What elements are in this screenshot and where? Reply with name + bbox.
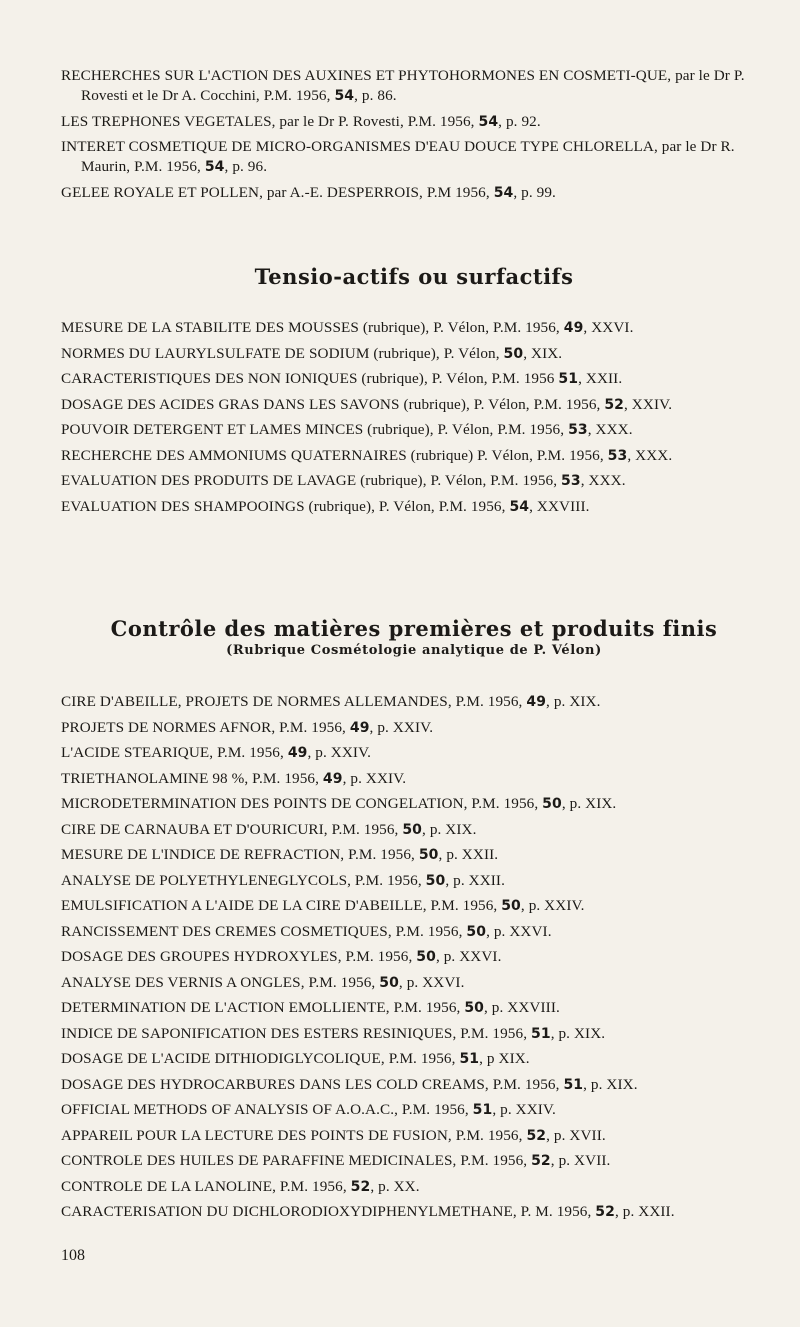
page-reference: , p. XXIV. xyxy=(369,718,434,736)
section-subtitle: (Rubrique Cosmétologie analytique de P. Vélon) xyxy=(226,643,602,658)
entry-text: CIRE DE CARNAUBA ET D'OURICURI, P.M. 1956, xyxy=(61,820,399,838)
page-reference: , XXX. xyxy=(580,472,626,489)
bibliography-entry xyxy=(61,395,767,415)
page-reference: , p. XIX. xyxy=(546,693,601,710)
page-reference: , p. XXVI. xyxy=(486,922,552,940)
bibliography-entry xyxy=(61,497,767,517)
entries-block-3 xyxy=(61,692,767,1228)
entry-text: EVALUATION DES SHAMPOOINGS (rubrique), P. Vélon, P.M. 1956, xyxy=(61,497,506,515)
page-reference: , p. XIX. xyxy=(550,1024,606,1042)
page-reference: , p. 96. xyxy=(224,158,268,175)
volume-number: 52 xyxy=(350,1178,371,1195)
bibliography-entry xyxy=(61,1075,767,1095)
volume-number: 52 xyxy=(526,1127,547,1144)
volume-number: 49 xyxy=(287,745,308,761)
volume-number: 52 xyxy=(604,396,625,413)
bibliography-entry xyxy=(61,183,767,203)
section-tensio-actifs xyxy=(61,264,767,289)
page-reference: , p. XXIV. xyxy=(307,744,372,761)
bibliography-entry xyxy=(61,344,767,364)
volume-number: 53 xyxy=(561,473,581,489)
bibliography-entry xyxy=(61,1177,767,1197)
bibliography-entry xyxy=(61,820,767,840)
volume-number: 51 xyxy=(472,1102,493,1118)
entry-text: GELEE ROYALE ET POLLEN, par A.-E. DESPERROIS, P.M 1956, xyxy=(61,183,490,201)
entry-text: CARACTERISTIQUES DES NON IONIQUES (rubrique), P. Vélon, P.M. 1956 xyxy=(61,370,555,387)
bibliography-entry xyxy=(61,1100,767,1120)
entry-text: CONTROLE DES HUILES DE PARAFFINE MEDICINALES, P.M. 1956, xyxy=(61,1152,528,1169)
volume-number: 50 xyxy=(503,345,524,362)
bibliography-entry xyxy=(61,896,767,916)
page-reference: , p. XXVI. xyxy=(435,948,502,965)
page-reference: , p. XXII. xyxy=(614,1203,675,1220)
bibliography-entry xyxy=(61,1049,767,1069)
bibliography-entry xyxy=(61,973,767,993)
page-reference: , p. XXII. xyxy=(445,871,505,889)
entry-text: APPAREIL POUR LA LECTURE DES POINTS DE FUSION, P.M. 1956, xyxy=(61,1126,523,1144)
volume-number: 50 xyxy=(464,1000,485,1016)
bibliography-entry xyxy=(61,743,767,763)
page-reference: , p. XXIV. xyxy=(342,769,407,787)
volume-number: 50 xyxy=(379,974,399,991)
entry-text: DOSAGE DES GROUPES HYDROXYLES, P.M. 1956, xyxy=(61,948,413,965)
volume-number: 49 xyxy=(322,770,343,787)
page-reference: , p. XXII. xyxy=(438,846,499,863)
bibliography-entry xyxy=(61,369,767,389)
entry-text: EVALUATION DES PRODUITS DE LAVAGE (rubrique), P. Vélon, P.M. 1956, xyxy=(61,472,558,489)
volume-number: 50 xyxy=(418,847,439,863)
bibliography-entry xyxy=(61,845,767,865)
bibliography-entry xyxy=(61,769,767,789)
volume-number: 53 xyxy=(568,422,588,438)
volume-number: 54 xyxy=(509,498,530,515)
entry-text: RANCISSEMENT DES CREMES COSMETIQUES, P.M. 1956, xyxy=(61,922,463,940)
bibliography-entry xyxy=(61,1126,767,1146)
bibliography-entry xyxy=(61,471,767,491)
volume-number: 54 xyxy=(478,113,499,130)
bibliography-entry xyxy=(61,1151,767,1171)
entry-text: TRIETHANOLAMINE 98 %, P.M. 1956, xyxy=(61,769,319,787)
entry-text: DOSAGE DES HYDROCARBURES DANS LES COLD CREAMS, P.M. 1956, xyxy=(61,1075,560,1093)
volume-number: 54 xyxy=(204,159,225,175)
volume-number: 52 xyxy=(595,1204,615,1220)
entry-text: MESURE DE LA STABILITE DES MOUSSES (rubrique), P. Vélon, P.M. 1956, xyxy=(61,319,560,336)
bibliography-entry xyxy=(61,66,767,106)
volume-number: 50 xyxy=(501,898,521,914)
bibliography-entry xyxy=(61,871,767,891)
entry-text: DETERMINATION DE L'ACTION EMOLLIENTE, P.M. 1956, xyxy=(61,999,461,1016)
volume-number: 49 xyxy=(563,320,584,336)
volume-number: 50 xyxy=(402,821,423,838)
entry-text: LES TREPHONES VEGETALES, par le Dr P. Rovesti, P.M. 1956, xyxy=(61,112,475,130)
bibliography-entry xyxy=(61,794,767,814)
entry-text: CONTROLE DE LA LANOLINE, P.M. 1956, xyxy=(61,1177,347,1195)
entry-text: PROJETS DE NORMES AFNOR, P.M. 1956, xyxy=(61,718,346,736)
page-reference: , p. 86. xyxy=(354,87,397,104)
entry-text: DOSAGE DES ACIDES GRAS DANS LES SAVONS (rubrique), P. Vélon, P.M. 1956, xyxy=(61,395,601,413)
volume-number: 49 xyxy=(349,719,370,736)
entry-text: OFFICIAL METHODS OF ANALYSIS OF A.O.A.C., P.M. 1956, xyxy=(61,1101,469,1118)
volume-number: 52 xyxy=(531,1153,551,1169)
bibliography-entry xyxy=(61,318,767,338)
bibliography-entry xyxy=(61,947,767,967)
entry-text: L'ACIDE STEARIQUE, P.M. 1956, xyxy=(61,744,284,761)
entry-text: CIRE D'ABEILLE, PROJETS DE NORMES ALLEMANDES, P.M. 1956, xyxy=(61,693,523,710)
bibliography-entry xyxy=(61,446,767,466)
page-reference: , XXX. xyxy=(587,421,633,438)
page-reference: , p. XIX. xyxy=(422,820,477,838)
page-reference: , p. XIX. xyxy=(561,795,617,812)
volume-number: 54 xyxy=(334,88,355,104)
page-reference: , p. XVII. xyxy=(550,1152,611,1169)
page-reference: , XXVI. xyxy=(583,319,634,336)
page-reference: , p XIX. xyxy=(479,1050,530,1067)
page-reference: , XXX. xyxy=(627,446,673,464)
entries-block-1 xyxy=(61,66,767,208)
page-reference: , XXIV. xyxy=(624,395,673,413)
entry-text: CARACTERISATION DU DICHLORODIOXYDIPHENYLMETHANE, P. M. 1956, xyxy=(61,1203,592,1220)
page-reference: , p. XXIV. xyxy=(492,1101,556,1118)
volume-number: 49 xyxy=(526,694,547,710)
volume-number: 50 xyxy=(542,796,562,812)
bibliography-entry xyxy=(61,137,767,177)
bibliography-entry xyxy=(61,420,767,440)
page-reference: , p. XXVI. xyxy=(398,973,465,991)
page-reference: , p. XX. xyxy=(370,1177,420,1195)
bibliography-entry xyxy=(61,998,767,1018)
volume-number: 50 xyxy=(425,872,446,889)
bibliography-entry xyxy=(61,692,767,712)
section-title: Tensio-actifs ou surfactifs xyxy=(254,264,574,289)
page-reference: , p. 92. xyxy=(498,112,541,130)
volume-number: 51 xyxy=(563,1076,584,1093)
entries-block-2 xyxy=(61,318,767,522)
page-reference: , p. 99. xyxy=(513,183,556,201)
bibliography-entry xyxy=(61,1024,767,1044)
entry-text: MICRODETERMINATION DES POINTS DE CONGELATION, P.M. 1956, xyxy=(61,795,539,812)
volume-number: 53 xyxy=(607,447,628,464)
entry-text: INDICE DE SAPONIFICATION DES ESTERS RESINIQUES, P.M. 1956, xyxy=(61,1024,528,1042)
volume-number: 51 xyxy=(558,371,579,387)
section-title: Contrôle des matières premières et produits finis xyxy=(110,616,718,641)
entry-text: NORMES DU LAURYLSULFATE DE SODIUM (rubrique), P. Vélon, xyxy=(61,344,500,362)
volume-number: 51 xyxy=(459,1051,480,1067)
entry-text: POUVOIR DETERGENT ET LAMES MINCES (rubrique), P. Vélon, P.M. 1956, xyxy=(61,421,565,438)
entry-text: ANALYSE DES VERNIS A ONGLES, P.M. 1956, xyxy=(61,973,376,991)
entry-text: RECHERCHE DES AMMONIUMS QUATERNAIRES (rubrique) P. Vélon, P.M. 1956, xyxy=(61,446,604,464)
bibliography-entry xyxy=(61,1202,767,1222)
bibliography-entry xyxy=(61,922,767,942)
volume-number: 54 xyxy=(493,184,514,201)
page-number: 108 xyxy=(61,1247,85,1264)
page-reference: , p. XXIV. xyxy=(520,897,585,914)
page-reference: , p. XXVIII. xyxy=(484,999,560,1016)
page-reference: , p. XVII. xyxy=(546,1126,606,1144)
volume-number: 50 xyxy=(466,923,487,940)
entry-text: EMULSIFICATION A L'AIDE DE LA CIRE D'ABEILLE, P.M. 1956, xyxy=(61,897,498,914)
entry-text: INTERET COSMETIQUE DE MICRO-ORGANISMES D'EAU DOUCE TYPE CHLORELLA, par le Dr R. Maurin, P.M. 1956, xyxy=(61,138,735,175)
bibliography-entry xyxy=(61,112,767,132)
entry-text: RECHERCHES SUR L'ACTION DES AUXINES ET PHYTOHORMONES EN COSMETI-QUE, par le Dr P. Rovesti et le Dr A. Cocchini, P.M. 1956, xyxy=(61,67,745,104)
entry-text: DOSAGE DE L'ACIDE DITHIODIGLYCOLIQUE, P.M. 1956, xyxy=(61,1050,456,1067)
entry-text: ANALYSE DE POLYETHYLENEGLYCOLS, P.M. 1956, xyxy=(61,871,422,889)
page-reference: , p. XIX. xyxy=(583,1075,638,1093)
volume-number: 50 xyxy=(416,949,436,965)
section-controle xyxy=(61,616,767,658)
page-reference: , XXII. xyxy=(578,370,623,387)
entry-text: MESURE DE L'INDICE DE REFRACTION, P.M. 1956, xyxy=(61,846,415,863)
page-reference: , XIX. xyxy=(523,344,563,362)
page-reference: , XXVIII. xyxy=(529,497,590,515)
bibliography-entry xyxy=(61,718,767,738)
volume-number: 51 xyxy=(531,1025,551,1042)
